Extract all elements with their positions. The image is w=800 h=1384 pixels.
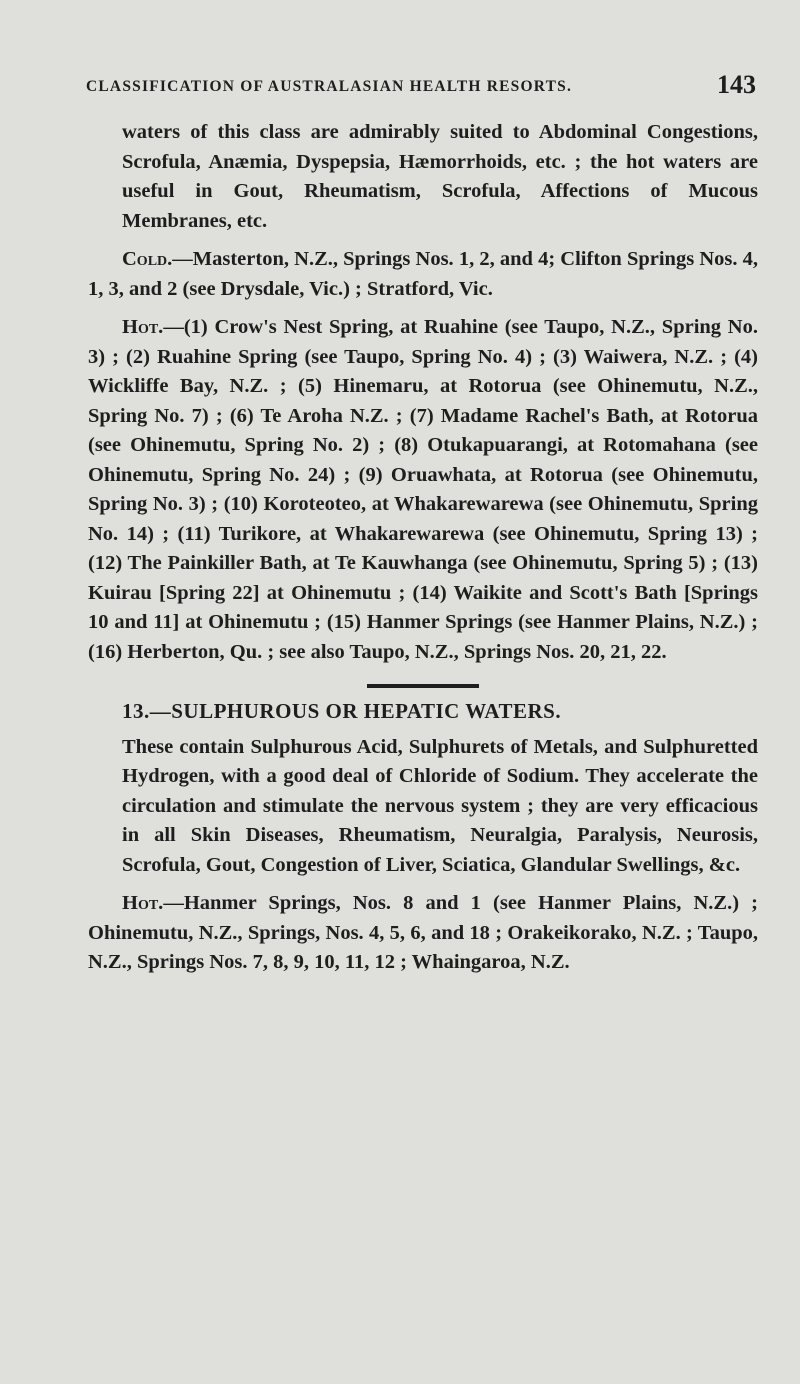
hot-paragraph <box>88 313 758 667</box>
section-paragraph: These contain Sulphurous Acid, Sulphurets of Metals, and Sulphuretted Hydrogen, with a good deal of Chloride of Sodium. They accelerate the circulation and stimulate the nervous system ; they are very efficacious in all Skin Diseases, Rheumatism, Neuralgia, Paralysis, Neurosis, Scrofula, Gout, Congestion of Liver, Sciatica, Glandular Swellings, &c. <box>122 735 758 876</box>
hot-label-2: Hot. <box>122 892 164 914</box>
hot-text: —(1) Crow's Nest Spring, at Ruahine (see Taupo, N.Z., Spring No. 3) ; (2) Ruahine Spring (see Taupo, Spring No. 4) ; (3) Waiwera, N.Z. ; (4) Wickliffe Bay, N.Z. ; (5) Hinemaru, at Rotorua (see Ohinemutu, N.Z., Spring No. 7) ; (6) Te Aroha N.Z. ; (7) Madame Rachel's Bath, at Rotorua (see Ohinemutu, Spring No. 2) ; (8) Otukapuarangi, at Rotomahana (see Ohinemutu, Spring No. 24) ; (9) Oruawhata, at Rotorua (see Ohinemutu, Spring No. 3) ; (10) Koroteoteo, at Whakarewarewa (see Ohinemutu, Spring No. 14) ; (11) Turikore, at Whakarewarewa (see Ohinemutu, Spring 13) ; (12) The Painkiller Bath, at Te Kauwhanga (see Ohinemutu, Spring 5) ; (13) Kuirau [Spring 22] at Ohinemutu ; (14) Waikite and Scott's Bath [Springs 10 and 11] at Ohinemutu ; (15) Hanmer Springs (see Hanmer Plains, N.Z.) ; (16) Herberton, Qu. ; see also Taupo, N.Z., Springs Nos. 20, 21, 22. <box>88 316 758 663</box>
hot-label: Hot. <box>122 316 164 338</box>
hot-paragraph-2 <box>88 889 758 978</box>
running-head <box>86 70 756 104</box>
cold-text: —Masterton, N.Z., Springs Nos. 1, 2, and 4; Clifton Springs Nos. 4, 1, 3, and 2 (see Drysdale, Vic.) ; Stratford, Vic. <box>88 248 758 300</box>
cold-label: Cold. <box>122 248 173 270</box>
running-title: CLASSIFICATION OF AUSTRALASIAN HEALTH RESORTS. <box>86 78 573 95</box>
page-body <box>88 118 758 978</box>
page-number: 143 <box>717 70 756 99</box>
section-divider <box>367 684 479 688</box>
section-heading: 13.—SULPHUROUS OR HEPATIC WATERS. <box>122 699 562 723</box>
cold-paragraph <box>88 245 758 304</box>
continued-paragraph: waters of this class are admirably suited to Abdominal Congestions, Scrofula, Anæmia, Dyspepsia, Hæmorrhoids, etc. ; the hot waters are useful in Gout, Rheumatism, Scrofula, Affections of Mucous Membranes, etc. <box>122 121 758 232</box>
hot-text-2: —Hanmer Springs, Nos. 8 and 1 (see Hanmer Plains, N.Z.) ; Ohinemutu, N.Z., Springs, Nos. 4, 5, 6, and 18 ; Orakeikorako, N.Z. ; Taupo, N.Z., Springs Nos. 7, 8, 9, 10, 11, 12 ; Whaingaroa, N.Z. <box>88 892 758 973</box>
